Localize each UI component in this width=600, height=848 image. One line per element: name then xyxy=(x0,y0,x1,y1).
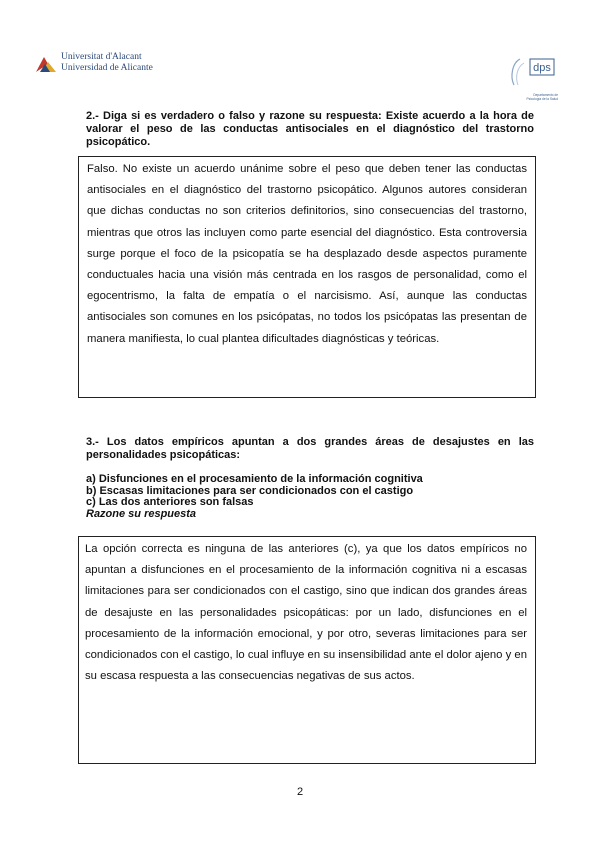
question-3: 3.- Los datos empíricos apuntan a dos grandes áreas de desajustes en las personalidades psicopáticas: xyxy=(86,436,534,461)
answer-box-2: Falso. No existe un acuerdo unánime sobre el peso que deben tener las conductas antisociales en el diagnóstico del trastorno psicopático. Algunos autores consideran que dichas conductas no son criterios definitorios, sino consecuencias del trastorno, mientras que otros las incluyen como parte esencial del diagnóstico. Esta controversia surge porque el foco de la psicopatía se ha desplazado desde aspectos puramente conductuales hacia una visión más centrada en los rasgos de personalidad, como el egocentrismo, la falta de empatía o el narcisismo. Así, aunque las conductas antisociales son comunes en los psicópatas, no todos los psicópatas las presentan de manera manifiesta, lo cual plantea dificultades diagnósticas y teóricas. xyxy=(78,156,536,398)
dps-logo-text: dps xyxy=(533,62,551,74)
instruction-text: Razone su respuesta xyxy=(86,507,197,520)
dps-logo-icon xyxy=(508,55,558,87)
institution-name-valencian: Universitat d'Alacant xyxy=(61,52,142,62)
institution-name-spanish: Universidad de Alicante xyxy=(61,63,153,73)
dps-subtitle-line1: Departamento de xyxy=(533,93,558,97)
dps-subtitle-line2: Psicología de la Salud xyxy=(526,97,558,101)
question-3-options xyxy=(86,474,423,520)
page-number: 2 xyxy=(296,786,304,798)
question-2: 2.- Diga si es verdadero o falso y razone su respuesta: Existe acuerdo a la hora de valorar el peso de las conductas antisociales en el diagnóstico del trastorno psicopático. xyxy=(86,110,534,148)
university-emblem-icon xyxy=(36,54,56,72)
option-a: a) Disfunciones en el procesamiento de la información cognitiva xyxy=(86,473,423,485)
option-c: c) Las dos anteriores son falsas xyxy=(86,496,254,508)
answer-box-3: La opción correcta es ninguna de las anteriores (c), ya que los datos empíricos no apuntan a disfunciones en el procesamiento de la información cognitiva ni a escasas limitaciones para ser condicionados con el castigo, sino que indican dos grandes áreas de desajuste en las personalidades psicopáticas: por un lado, disfunciones en el procesamiento de la información emocional, y por otro, severas limitaciones para ser condicionados con el castigo, lo cual influye en su insensibilidad ante el dolor ajeno y en su escasa respuesta a las consecuencias negativas de sus actos. xyxy=(78,536,536,764)
university-logo xyxy=(36,52,153,74)
department-logo xyxy=(508,55,558,101)
option-b: b) Escasas limitaciones para ser condicionados con el castigo xyxy=(86,484,414,497)
dps-subtitle xyxy=(508,93,558,101)
